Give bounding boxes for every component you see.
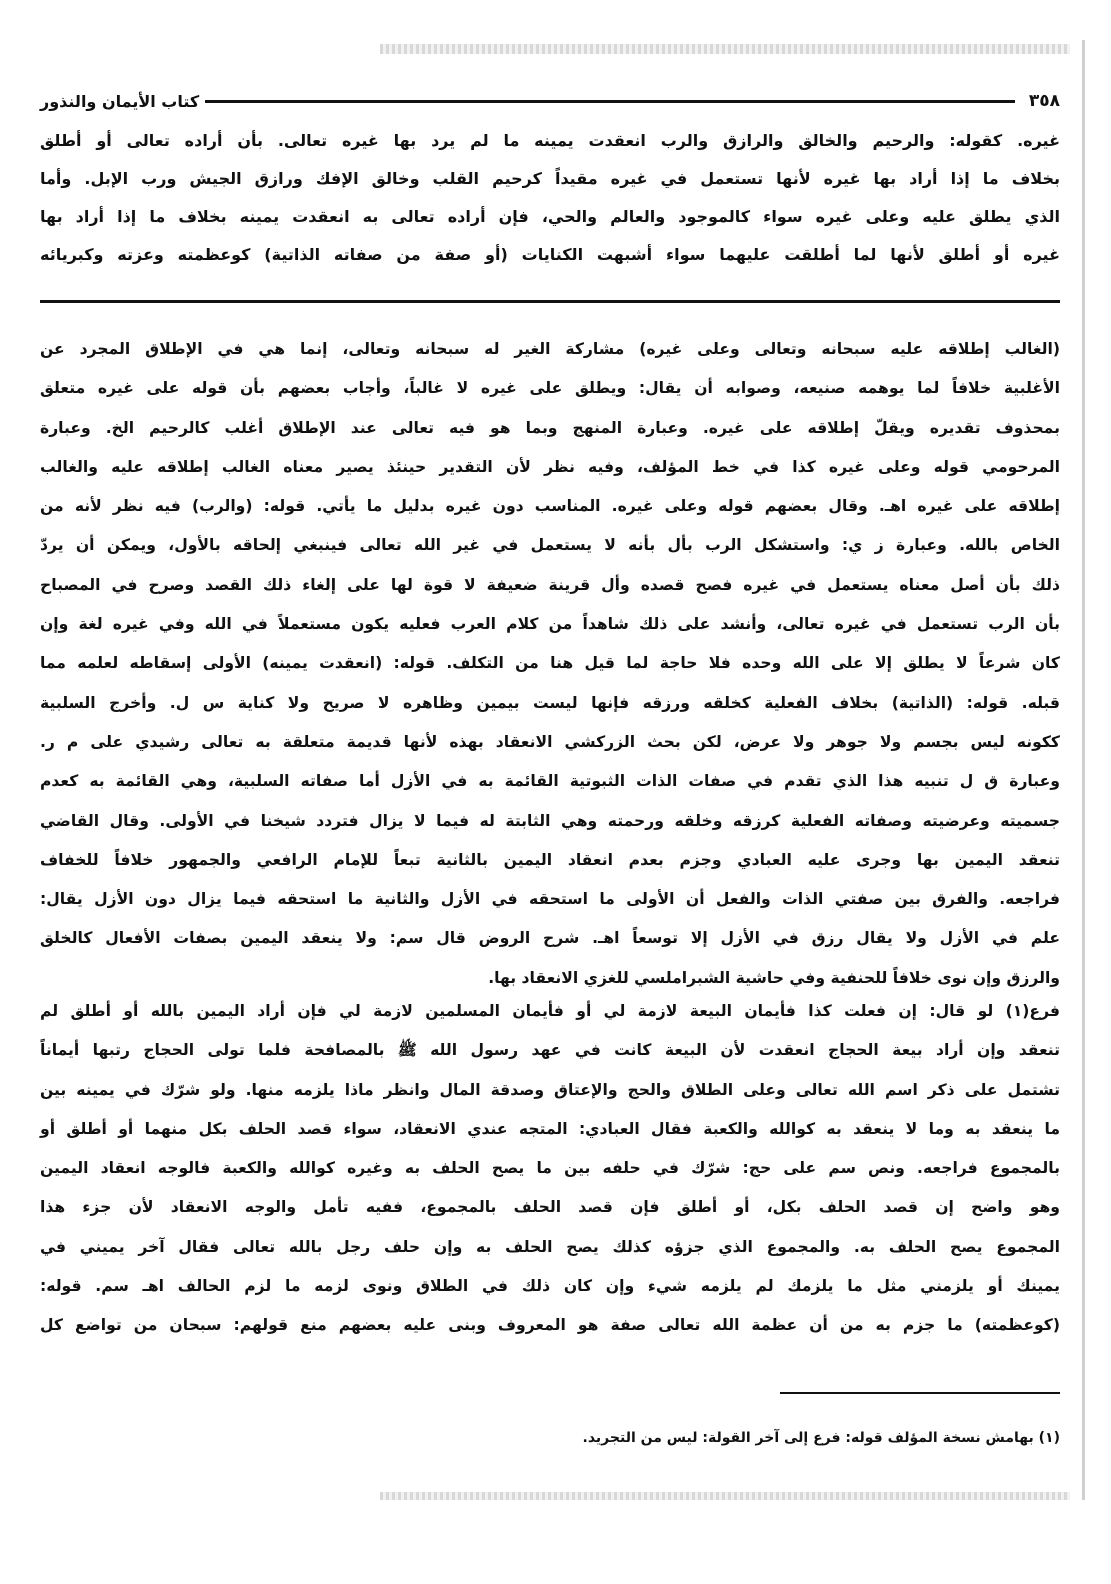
- main-line: غيره أو أطلق لأنها لما أطلقت عليهما سواء أشبهت الكنايات (أو صفة من صفاته الذاتية) كوعظمته وعزته وكبريائه: [40, 245, 1061, 264]
- branch-paragraph: [40, 992, 1060, 1346]
- commentary-line: تنعقد اليمين بها وجرى عليه العبادي وجزم بعدم انعقاد اليمين بالثانية تبعاً للإمام الرافعي والجمهور خلافاً للخفاف: [40, 850, 1060, 869]
- running-title: كتاب الأيمان والنذور: [40, 91, 200, 111]
- commentary-line: بأن الرب تستعمل في غيره تعالى، وأنشد على ذلك شاهداً من كلام العرب فعليه يكون مستعملاً في الله وفي غيره لغة وإن: [40, 615, 1060, 634]
- commentary-line: (الغالب إطلاقه عليه سبحانه وتعالى وعلى غيره) مشاركة الغير له سبحانه وتعالى، إنما هي في الإطلاق المجرد عن: [40, 340, 1061, 358]
- para-line: ما ينعقد به وما لا ينعقد به كوالله والكعبة فقال العبادي: المتجه عندي الانعقاد، سواء قصد الحلف بكل منهما أو أطلق أو: [40, 1119, 1060, 1138]
- page-border-right: [1082, 40, 1085, 1500]
- para-line: تشتمل على ذكر اسم الله تعالى وعلى الطلاق والحج والإعتاق وصدقة المال وانظر ماذا يلزمه منها. ولو شرّك في يمينه بين: [40, 1080, 1060, 1099]
- commentary-line: إطلاقه على غيره اهـ. وقال بعضهم قوله وعلى غيره. المناسب دون غيره بدليل ما يأتي. قوله: (والرب) فيه نظر لأنه من: [40, 497, 1060, 516]
- page-border-top: [380, 44, 1070, 54]
- commentary-line: الخاص بالله. وعبارة ز ي: واستشكل الرب بأل بأنه لا يستعمل في غير الله تعالى فينبغي إلحاقه بالأول، ويمكن أن يردّ: [40, 536, 1060, 555]
- lemma: (١): [1005, 1002, 1030, 1020]
- page-border-bottom: [380, 1492, 1070, 1500]
- main-line: بخلاف ما إذا أراد بها غيره لأنها تستعمل في غيره مقيداً كرحيم القلب وخالق الإفك ورازق الجيش ورب الإبل. وأما: [40, 169, 1060, 188]
- main-line: غيره. كقوله: والرحيم والخالق والرازق والرب انعقدت يمينه ما لم يرد بها غيره تعالى. بأن أراده تعالى أو أطلق: [40, 131, 1060, 150]
- commentary-line: ذلك بأن أصل معناه يستعمل في غيره فصح قصده وأل قرينة ضعيفة لا قوة لها على إلغاء ذلك القصد وصرح في المصباح: [40, 575, 1060, 594]
- lemma: (الذاتية): [891, 693, 954, 712]
- para-line: (كوعظمته) ما جزم به من أن عظمة الله تعالى صفة هو المعروف وبنى عليه بعضهم منع قولهم: سبحان من تواضع كل: [40, 1316, 1060, 1335]
- lemma: (انعقدت يمينه): [262, 654, 383, 673]
- para-line: المجموع يصح الحلف به. والمجموع الذي جزؤه كذلك يصح الحلف به وإن حلف رجل بالله تعالى فقال آخر يميني في: [40, 1237, 1060, 1256]
- lemma: (الغالب إطلاقه عليه سبحانه وتعالى وعلى غيره): [639, 340, 1061, 358]
- footnote: (١) بهامش نسخة المؤلف قوله: فرع إلى آخر القولة: ليس من التجريد.: [582, 1430, 1060, 1446]
- commentary-line: ككونه ليس بجسم ولا جوهر ولا عرض، لكن بحث الزركشي الانعقاد بهذه لأنها قديمة متعلقة به تعالى رشيدي على م ر.: [40, 732, 1060, 751]
- commentary-line: جسميته وعرضيته وصفاته الفعلية كرزقه وخلقه ورحمته وهي الثابتة له فيما لا يزال فتردد شيخنا في الأولى. وقال القاضي: [40, 811, 1060, 830]
- lemma: (والرب): [191, 497, 253, 516]
- page-header: [40, 88, 1060, 114]
- commentary-line: علم في الأزل ولا يقال رزق في الأزل إلا توسعاً اهـ. شرح الروض قال سم: ولا ينعقد اليمين بصفات الأفعال كالخلق: [40, 929, 1060, 948]
- commentary-line: والرزق وإن نوى خلافاً للحنفية وفي حاشية الشبراملسي للغزي الانعقاد بها.: [488, 968, 1060, 987]
- footnote-separator: [780, 1392, 1060, 1394]
- para-line: وهو واضح إن قصد الحلف بكل، أو أطلق فإن قصد الحلف بالمجموع، ففيه تأمل والوجه الانعقاد لأن جزء هذا: [40, 1198, 1060, 1217]
- commentary-line: كان شرعاً لا يطلق إلا على الله وحده فلا حاجة لما قيل هنا من التكلف. قوله: (انعقدت يمينه) الأولى إسقاطه لعلمه مما: [40, 654, 1060, 673]
- commentary-line: قبله. قوله: (الذاتية) بخلاف الفعلية كخلقه ورزقه فإنها ليست بيمين وظاهره لا صريح ولا كناية س ل. وأخرج السلبية: [40, 693, 1061, 712]
- commentary-line: وعبارة ق ل تنبيه هذا الذي تقدم في صفات الذات الثبوتية القائمة به في الأزل أما صفاته السلبية، وهي القائمة به كعدم: [40, 772, 1060, 791]
- commentary-line: الأغلبية خلافاً لما يوهمه صنيعه، وصوابه أن يقال: ويطلق على غيره لا غالباً، وأجاب بعضهم بأن قوله على غيره متعلق: [40, 379, 1060, 398]
- main-line: الذي يطلق عليه وعلى غيره سواء كالموجود والعالم والحي، فإن أراده تعالى به انعقدت يمينه بخلاف ما إذا أراد بها: [40, 207, 1060, 226]
- header-rule: [205, 100, 1015, 103]
- commentary-line: فراجعه. والفرق بين صفتي الذات والفعل أن الأولى ما استحقه في الأزل والثانية ما استحقه فيما يزال دون الأزل يقال:: [40, 890, 1060, 909]
- commentary-line: المرحومي قوله وعلى غيره كذا في خط المؤلف، وفيه نظر لأن التقدير حينئذ يصير معناه الغالب إطلاقه عليه والغالب: [40, 457, 1060, 476]
- text-commentary-separator: [40, 300, 1060, 303]
- lemma: (أو صفة من صفاته الذاتية): [264, 245, 508, 264]
- para-line: تنعقد وإن أراد بيعة الحجاج انعقدت لأن البيعة كانت في عهد رسول الله ﷺ بالمصافحة فلما تولى الحجاج رتبها أيماناً: [40, 1041, 1060, 1060]
- page-number: ٣٥٨: [1028, 91, 1060, 111]
- para-line: بالمجموع فراجعه. ونص سم على حج: شرّك في حلفه بين ما يصح الحلف به وغيره كوالله والكعبة فالوجه انعقاد اليمين: [40, 1159, 1060, 1178]
- commentary-line: بمحذوف تقديره ويقلّ إطلاقه على غيره. وعبارة المنهج وبما هو فيه تعالى عند الإطلاق أغلب كالرحيم الخ. وعبارة: [40, 418, 1060, 437]
- commentary-text: [40, 330, 1060, 998]
- para-line: فرع(١) لو قال: إن فعلت كذا فأيمان البيعة لازمة لي أو فأيمان المسلمين لازمة لي فإن أراد اليمين بالله أو أطلق لم: [40, 1002, 1060, 1020]
- main-text: [40, 122, 1060, 274]
- para-line: يمينك أو يلزمني مثل ما يلزمك لم يلزمه شيء وإن كان ذلك في الطلاق ونوى لزمه ما لزم الحالف اهـ سم. قوله:: [40, 1277, 1060, 1296]
- lemma: (كوعظمته): [974, 1316, 1060, 1335]
